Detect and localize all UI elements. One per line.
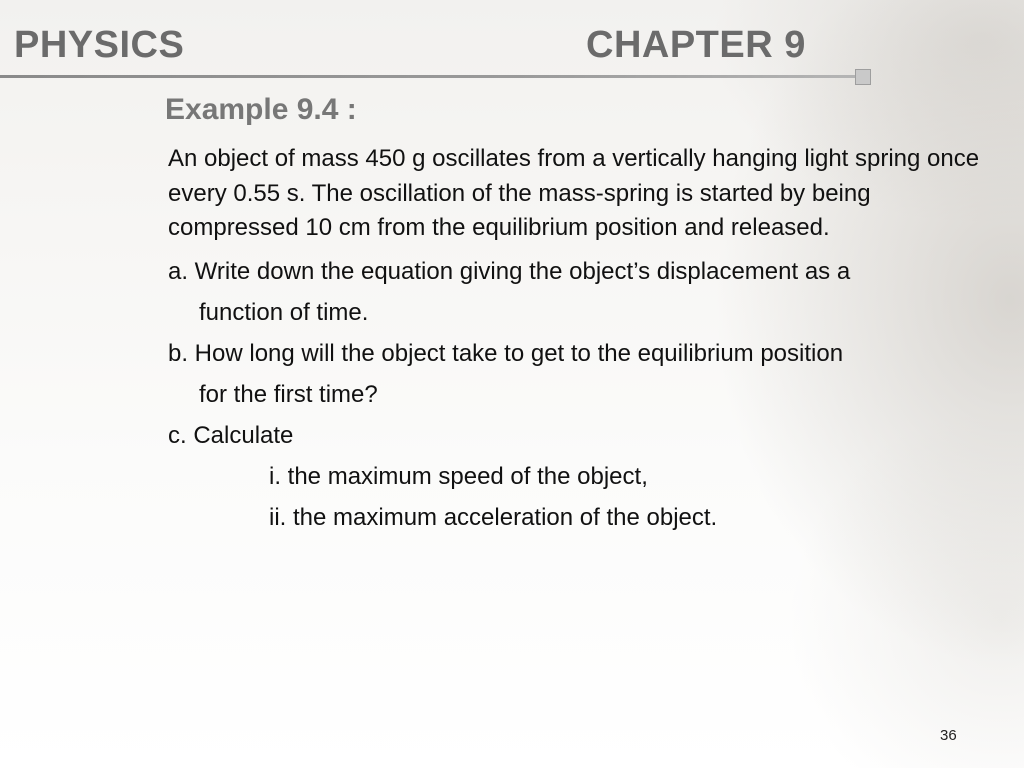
part-b-line-2: for the first time? xyxy=(199,380,378,408)
part-c-i: i. the maximum speed of the object, xyxy=(269,462,648,490)
problem-intro: An object of mass 450 g oscillates from a vertically hanging light spring once every 0.55 s. The oscillation of the mass-spring is started by being compressed 10 cm from the equilibrium position and released. xyxy=(168,145,980,241)
page-number: 36 xyxy=(940,727,957,744)
subject-heading: PHYSICS xyxy=(14,24,185,66)
part-b-line-1: b. How long will the object take to get to the equilibrium position xyxy=(168,339,844,367)
part-a-line-2: function of time. xyxy=(199,298,369,326)
example-title: Example 9.4 : xyxy=(165,93,357,126)
problem-body xyxy=(168,142,998,538)
divider-end-square xyxy=(855,69,871,85)
chapter-heading: CHAPTER 9 xyxy=(586,24,806,66)
part-c: c. Calculate xyxy=(168,421,294,449)
header-divider xyxy=(0,75,860,78)
part-a-line-1: a. Write down the equation giving the object’s displacement as a xyxy=(168,257,851,285)
part-c-ii: ii. the maximum acceleration of the object. xyxy=(269,503,718,531)
